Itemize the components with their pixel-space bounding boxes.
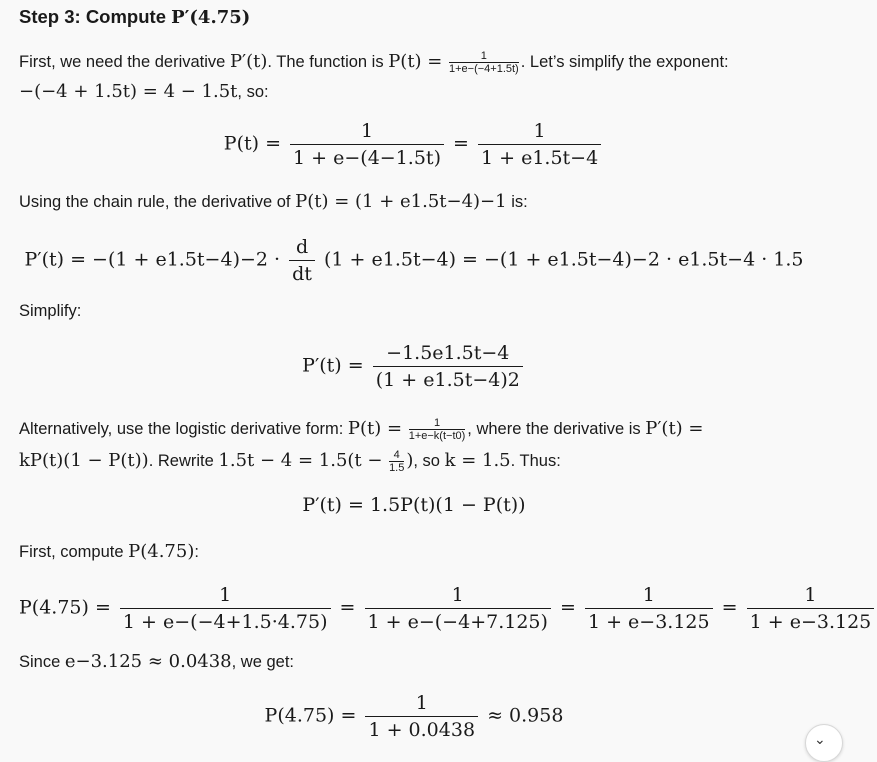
text: . Rewrite: [148, 451, 219, 470]
derivative-operator: [289, 236, 315, 285]
paragraph-rewrite: [19, 449, 561, 474]
math-inline: kP(t)(1 − P(t)): [19, 449, 149, 471]
fraction: [747, 584, 875, 633]
math-inline: ): [406, 449, 414, 471]
fraction-numerator: 1: [219, 584, 232, 606]
text: , so:: [237, 83, 269, 101]
text: First, compute: [19, 543, 129, 561]
fraction-numerator: 1: [451, 584, 464, 606]
text: . Thus:: [510, 451, 561, 470]
fraction-denominator: dt: [289, 260, 315, 285]
fraction-numerator: 1: [480, 50, 487, 62]
equation: P′(t) = 1.5P(t)(1 − P(t)): [302, 494, 526, 516]
paragraph-simplify: [19, 300, 81, 322]
inline-fraction: [449, 50, 519, 75]
display-equation-logistic: [19, 494, 809, 516]
text: Simplify:: [19, 302, 82, 320]
fraction: [365, 692, 478, 741]
fraction-numerator: 1: [642, 584, 655, 606]
fraction-denominator: 1 + e−(−4+7.125): [365, 608, 551, 633]
inline-fraction: [409, 417, 466, 442]
text: , so: [413, 451, 445, 470]
math-inline: P′(t): [229, 50, 268, 72]
fraction: [365, 584, 551, 633]
step-heading: [19, 6, 250, 28]
paragraph-chain-rule: [19, 191, 528, 213]
math-inline: −(−4 + 1.5t) = 4 − 1.5t: [19, 81, 238, 102]
equation-rhs: ≈ 0.958: [487, 704, 564, 727]
math-inline: 1.5t − 4 = 1.5(t −: [218, 449, 383, 471]
text: Using the chain rule, the derivative of: [19, 193, 296, 211]
display-equation-simplified: [19, 120, 809, 169]
display-equation-p-value: [19, 584, 872, 633]
inline-fraction: [389, 449, 404, 474]
display-equation-result: [19, 692, 809, 741]
fraction-numerator: 1: [415, 692, 428, 714]
equation-lhs: P(4.75) =: [19, 596, 111, 619]
fraction-denominator: 1 + e−3.125: [747, 608, 875, 633]
fraction-denominator: 1+e−k(t−t0): [408, 430, 466, 442]
fraction-numerator: 1: [433, 417, 441, 429]
paragraph-compute-p: [19, 541, 199, 563]
fraction-denominator: 1 + e1.5t−4: [478, 144, 601, 169]
step-heading-text: Step 3: Compute: [19, 6, 172, 27]
equals-sign: =: [453, 132, 469, 155]
text: First, we need the derivative: [19, 52, 230, 71]
math-inline: P′(t) =: [645, 417, 704, 439]
equation-rhs: (1 + e1.5t−4) = −(1 + e1.5t−4)−2 · e1.5t−4 · 1.5: [323, 248, 804, 271]
text: . The function is: [267, 52, 389, 71]
fraction-denominator: 1 + 0.0438: [365, 716, 478, 741]
fraction-numerator: −1.5e1.5t−4: [386, 342, 510, 364]
equation-lhs: P′(t) = −(1 + e1.5t−4)−2 ·: [24, 248, 281, 271]
text: , we get:: [231, 653, 295, 671]
text: . Let’s simplify the exponent:: [520, 52, 729, 71]
fraction-denominator: 1 + e−(4−1.5t): [290, 144, 444, 169]
text: is:: [506, 193, 528, 211]
fraction: [478, 120, 601, 169]
fraction: [585, 584, 713, 633]
equals-sign: =: [339, 596, 356, 619]
paragraph-exponent: [19, 81, 269, 103]
equation-lhs: P′(t) =: [302, 354, 364, 377]
fraction-numerator: 1: [533, 120, 546, 142]
math-inline: P(t) =: [388, 50, 443, 72]
fraction-numerator: 4: [393, 449, 400, 461]
fraction: [120, 584, 331, 633]
text: Alternatively, use the logistic derivative form:: [19, 419, 348, 438]
fraction-numerator: d: [295, 236, 309, 258]
display-equation-derivative: [19, 342, 809, 391]
math-inline: P(t) =: [347, 417, 403, 439]
math-inline: P(t) = (1 + e1.5t−4)−1: [295, 191, 507, 212]
equals-sign: =: [559, 596, 576, 619]
fraction: [290, 120, 444, 169]
fraction-denominator: 1 + e−(−4+1.5·4.75): [120, 608, 331, 633]
fraction-denominator: 1+e−(−4+1.5t): [448, 63, 519, 75]
paragraph-since: [19, 651, 294, 673]
equation-lhs: P(t) =: [223, 132, 281, 155]
equals-sign: =: [721, 596, 738, 619]
math-inline: e−3.125 ≈ 0.0438: [64, 651, 232, 672]
fraction-denominator: 1 + e−3.125: [585, 608, 713, 633]
paragraph-derivative-intro: [19, 50, 729, 75]
equation-lhs: P(4.75) =: [264, 704, 357, 727]
fraction-denominator: (1 + e1.5t−4)2: [373, 366, 523, 391]
display-equation-chain-rule: [19, 236, 809, 285]
text: , where the derivative is: [467, 419, 646, 438]
math-inline: k = 1.5: [444, 449, 511, 471]
text: Since: [19, 653, 65, 671]
fraction-numerator: 1: [360, 120, 374, 142]
math-inline: P(4.75): [128, 541, 195, 562]
fraction-numerator: 1: [804, 584, 817, 606]
scroll-down-button[interactable]: [805, 724, 843, 762]
text: :: [194, 543, 199, 561]
fraction: [373, 342, 523, 391]
chevron-down-icon: ⌄: [814, 731, 826, 747]
fraction-denominator: 1.5: [389, 462, 405, 474]
paragraph-logistic-form: [19, 417, 704, 442]
step-heading-math: P′(4.75): [171, 7, 251, 28]
